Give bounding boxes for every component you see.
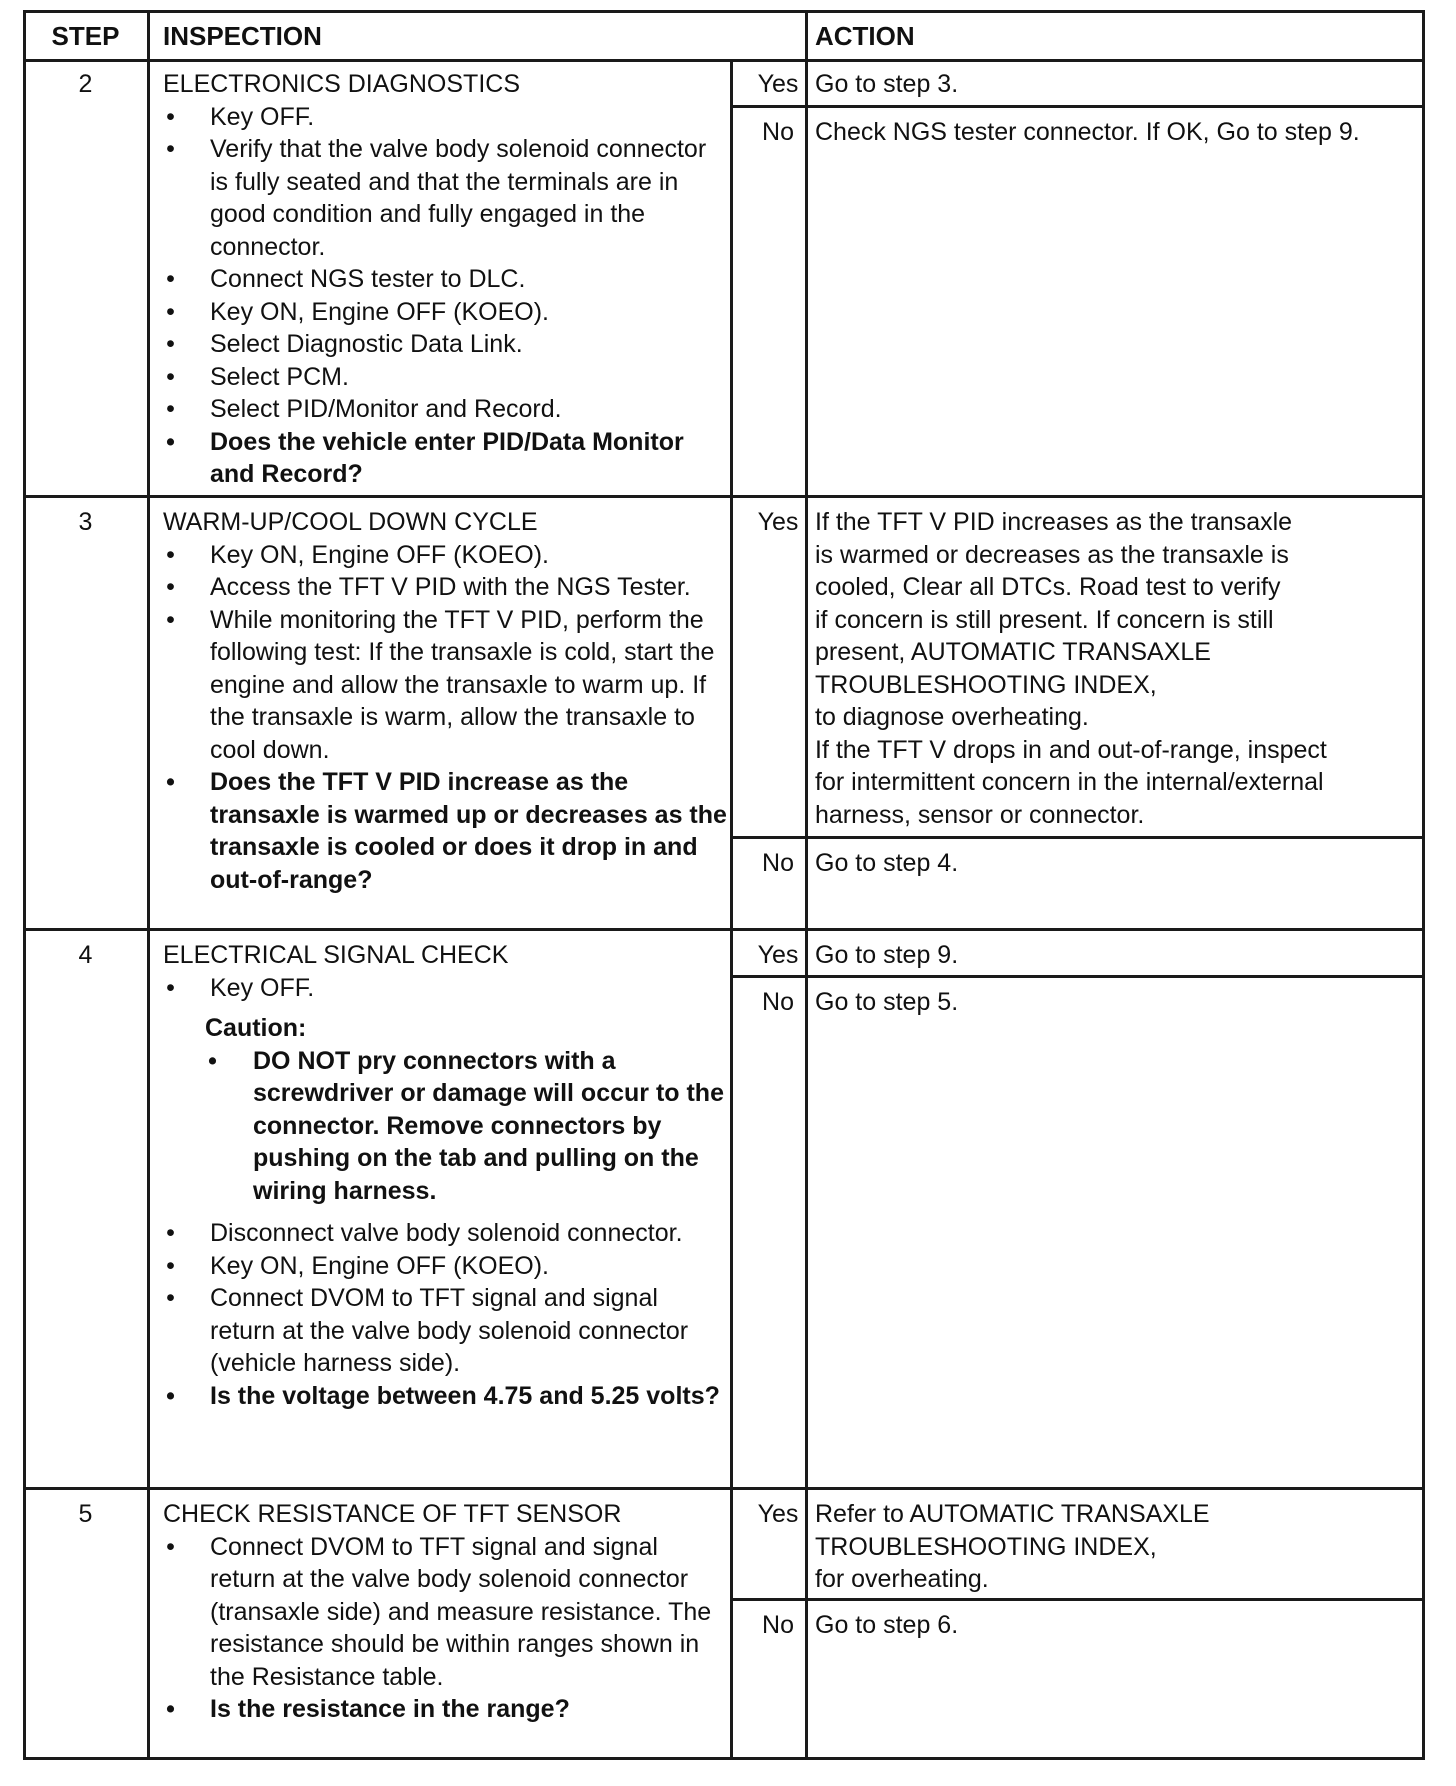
inspection-cell — [163, 506, 728, 896]
row-divider — [23, 928, 1425, 931]
list-item: • Connect DVOM to TFT signal and signal return at the valve body solenoid connector (transaxle side) and measure resistance. The resistance should be within ranges shown in the Resistance table. — [166, 1532, 712, 1691]
table-border-top — [23, 10, 1425, 13]
step-number: 4 — [78, 941, 93, 969]
list-item: • Key ON, Engine OFF (KOEO). — [166, 540, 549, 569]
inspection-title: CHECK RESISTANCE OF TFT SENSOR — [163, 1500, 622, 1528]
inspection-cell — [163, 68, 728, 491]
caution-block — [163, 1012, 728, 1207]
yes-no-divider — [730, 1598, 1425, 1601]
step-number: 5 — [78, 1500, 93, 1528]
no-label: No — [762, 118, 794, 146]
header-action: ACTION — [815, 21, 915, 51]
list-item: • Select PCM. — [166, 362, 349, 391]
header-step: STEP — [51, 21, 120, 51]
inspection-title: ELECTRONICS DIAGNOSTICS — [163, 70, 520, 98]
no-label: No — [762, 1611, 794, 1639]
yes-label: Yes — [757, 70, 799, 98]
yes-no-divider — [730, 975, 1425, 978]
table-border-bottom — [23, 1757, 1425, 1760]
diagnostic-table — [23, 10, 1425, 1760]
yes-label: Yes — [757, 508, 799, 536]
inspection-column-divider — [730, 59, 733, 1760]
inspection-title: ELECTRICAL SIGNAL CHECK — [163, 941, 509, 969]
header-divider — [23, 59, 1425, 62]
yes-no-divider — [730, 836, 1425, 839]
no-label: No — [762, 849, 794, 877]
list-item: • While monitoring the TFT V PID, perform the following test: If the transaxle is cold, start the engine and allow the transaxle to warm up. If the transaxle is warm, allow the transaxle to cool down. — [166, 605, 715, 764]
yes-action: Refer to AUTOMATIC TRANSAXLE TROUBLESHOOTING INDEX, for overheating. — [815, 1500, 1210, 1593]
list-item: • Connect DVOM to TFT signal and signal return at the valve body solenoid connector (vehicle harness side). — [166, 1284, 689, 1377]
yes-no-divider — [730, 105, 1425, 108]
step-number: 3 — [78, 508, 93, 536]
header-inspection: INSPECTION — [163, 21, 322, 51]
caution-title: Caution: — [205, 1014, 307, 1042]
no-action: Check NGS tester connector. If OK, Go to step 9. — [815, 118, 1360, 146]
row-divider — [23, 495, 1425, 498]
list-item: • Select PID/Monitor and Record. — [166, 395, 562, 423]
yes-label: Yes — [757, 1500, 799, 1528]
list-item-question: • Is the voltage between 4.75 and 5.25 volts? — [166, 1381, 720, 1410]
no-action: Go to step 5. — [815, 988, 959, 1016]
list-item: • Connect NGS tester to DLC. — [166, 265, 526, 293]
list-item: • Verify that the valve body solenoid connector is fully seated and that the terminals are in good condition and fully engaged in the connector. — [166, 135, 707, 261]
list-item: • Key OFF. — [166, 102, 315, 131]
list-item: • Access the TFT V PID with the NGS Tester. — [166, 573, 691, 601]
no-action: Go to step 6. — [815, 1611, 959, 1639]
list-item: • Key ON, Engine OFF (KOEO). — [166, 1251, 549, 1280]
no-label: No — [762, 988, 794, 1016]
list-item-question: • Is the resistance in the range? — [166, 1695, 570, 1723]
yes-action: If the TFT V PID increases as the transaxle is warmed or decreases as the transaxle is cooled, Clear all DTCs. Road test to verify if concern is still present. If concern is still present, AUTOMATIC TRANSAXLE TROUBLESHOOTING INDEX, to diagnose overheating. If the TFT V drops in and out-of-range, inspect for intermittent concern in the internal/external harness, sensor or connector. — [815, 508, 1327, 829]
yes-action: Go to step 9. — [815, 941, 959, 969]
list-item-question: • Does the TFT V PID increase as the transaxle is warmed up or decreases as the transaxle is cooled or does it drop in and out-of-range? — [166, 768, 727, 894]
yes-action: Go to step 3. — [815, 70, 959, 98]
step-number: 2 — [78, 70, 93, 98]
inspection-cell — [163, 1498, 728, 1726]
list-item: • Key ON, Engine OFF (KOEO). — [166, 297, 549, 326]
caution-item: • DO NOT pry connectors with a screwdriver or damage will occur to the connector. Remove connectors by pushing on the tab and pulling on the wiring harness. — [208, 1046, 724, 1205]
yes-label: Yes — [757, 941, 799, 969]
row-divider — [23, 1487, 1425, 1490]
inspection-cell — [163, 939, 728, 1412]
list-item: • Key OFF. — [166, 973, 315, 1002]
no-action: Go to step 4. — [815, 849, 959, 877]
list-item-question: • Does the vehicle enter PID/Data Monitor and Record? — [166, 427, 684, 488]
list-item: • Disconnect valve body solenoid connector. — [166, 1219, 683, 1247]
list-item: • Select Diagnostic Data Link. — [166, 330, 523, 358]
inspection-title: WARM-UP/COOL DOWN CYCLE — [163, 508, 538, 536]
